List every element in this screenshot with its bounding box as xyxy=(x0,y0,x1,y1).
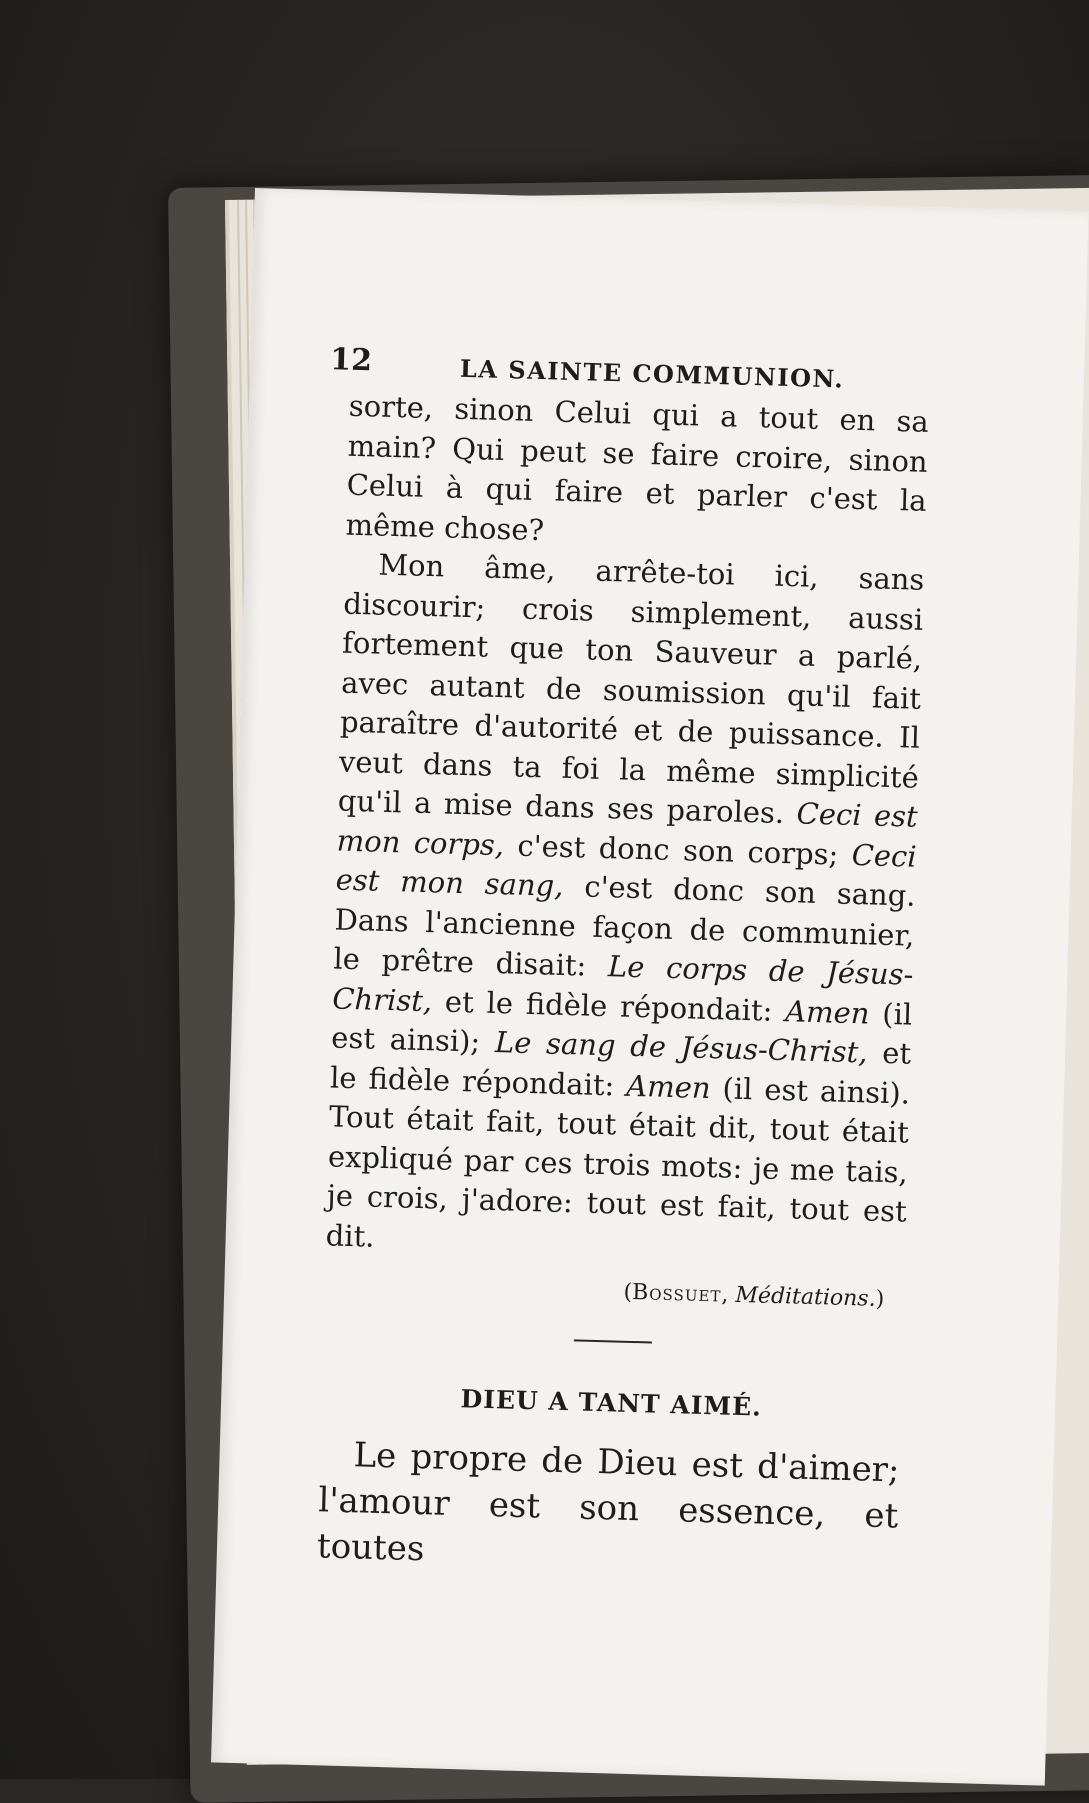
section-divider xyxy=(574,1339,652,1343)
quote-ceci-sang: Ceci est mon sang, xyxy=(335,837,918,903)
text-span: et le fidèle répondait: xyxy=(431,983,786,1028)
section-text: Le propre de Dieu est d'aimer; l'amour est son essence, et toutes xyxy=(316,1435,901,1570)
page-number: 12 xyxy=(329,342,373,379)
attribution-separator: , xyxy=(721,1282,736,1308)
attribution-close: ) xyxy=(875,1286,885,1312)
text-span: (il est ainsi). Tout était fait, tout était dit, tout était expliqué par ces trois mots: je me tais, je crois, j'adore: tout est fait, tout est dit. xyxy=(325,1070,911,1254)
quote-amen: Amen xyxy=(784,993,870,1030)
text-span: et le fidèle répondait: xyxy=(329,1035,912,1103)
attribution-author: Bossuet xyxy=(631,1279,722,1308)
quote-amen: Amen xyxy=(625,1068,712,1105)
text-span: (il est ainsi); xyxy=(330,995,913,1060)
attribution-work: Méditations. xyxy=(735,1282,876,1312)
attribution-open: ( xyxy=(623,1279,633,1305)
text-span: Mon âme, arrête-toi ici, sans discourir; crois simplement, aussi fortement que ton Sauveur a parlé, avec autant de soumission qu'il fait paraître d'autorité et de puissance. Il veut dans ta foi la même simplicité qu'il a mise dans ses paroles. xyxy=(337,547,925,831)
paragraph-2 xyxy=(325,545,925,1272)
section-title: DIEU A TANT AIMÉ. xyxy=(460,1384,763,1422)
text-span: c'est donc son sang. Dans l'ancienne façon de communier, le prêtre disait: xyxy=(333,868,916,984)
book-page xyxy=(211,188,1089,1786)
quote-sang-jesus: Le sang de Jésus-Christ, xyxy=(494,1025,868,1070)
text-span: c'est donc son corps; xyxy=(503,827,853,872)
body-text xyxy=(325,387,929,1272)
paragraph-1: sorte, sinon Celui qui a tout en sa main? Qui peut se faire croire, sinon Celui à qui faire et parler c'est la même chose? xyxy=(345,388,930,547)
page-content xyxy=(316,341,930,1586)
running-head: LA SAINTE COMMUNION. xyxy=(459,353,845,394)
attribution xyxy=(324,1271,904,1312)
quote-ceci-corps: Ceci est mon corps, xyxy=(336,796,919,862)
quote-corps-jesus: Le corps de Jésus-Christ, xyxy=(331,949,914,1018)
